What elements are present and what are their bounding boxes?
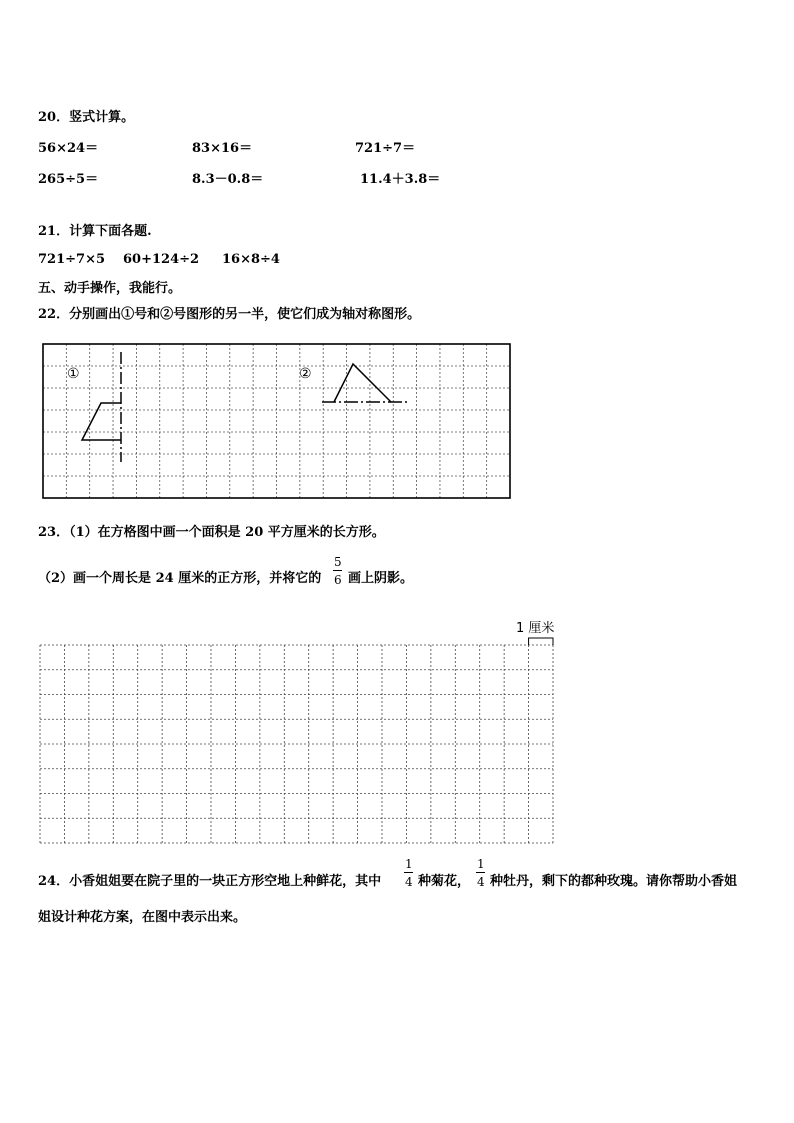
q22-title-c: 号图形的另一半，使它们成为轴对称图形。 <box>173 307 421 322</box>
section-heading: 五、动手操作，我能行。 <box>38 281 182 296</box>
q20-item-4: 265÷5＝ <box>38 172 99 187</box>
q24-line-2: 姐设计种花方案，在图中表示出来。 <box>38 910 247 925</box>
q24-fraction-1 <box>404 858 414 888</box>
q20-item-5: 8.3－0.8＝ <box>192 172 264 187</box>
q20-item-1: 56×24＝ <box>38 141 99 156</box>
q20-title: 20．竖式计算。 <box>38 110 135 125</box>
q22-title-a: 22．分别画出 <box>38 307 122 322</box>
q24-text-b: 种菊花， <box>418 874 471 889</box>
q23-line-2a: （2）画一个周长是 24 厘米的正方形，并将它的 <box>38 571 322 586</box>
q21-item-1: 721÷7×5 <box>38 252 106 267</box>
q22-half-trapezoid <box>82 403 121 440</box>
q24-frac1-num: 1 <box>405 857 413 871</box>
q22-mark-1: ① <box>121 307 135 322</box>
q22-figure-label-1: ① <box>67 366 80 382</box>
q21-title: 21．计算下面各题. <box>38 224 152 239</box>
q20-item-3: 721÷7＝ <box>355 141 416 156</box>
q24-text-a: 24．小香姐姐要在院子里的一块正方形空地上种鲜花，其中 <box>38 874 382 889</box>
q21-item-3: 16×8÷4 <box>222 252 280 267</box>
q22-title-b: 号和 <box>134 307 161 322</box>
q20-item-2: 83×16＝ <box>192 141 253 156</box>
q24-frac2-num: 1 <box>477 857 485 871</box>
q20-item-6: 11.4＋3.8＝ <box>360 172 441 187</box>
q22-half-triangle <box>334 364 391 402</box>
q24-fraction-2 <box>476 858 486 888</box>
q23-frac-num: 5 <box>334 555 342 569</box>
q23-scale-bracket <box>529 638 553 645</box>
q24-frac2-den: 4 <box>477 875 485 889</box>
q23-line-1: 23．（1）在方格图中画一个面积是 20 平方厘米的长方形。 <box>38 525 385 540</box>
q24-text-c: 种牡丹，剩下的都种玫瑰。请你帮助小香姐 <box>490 874 738 889</box>
q23-scale-label: 1 厘米 <box>516 621 555 636</box>
q23-frac-den: 6 <box>334 573 342 587</box>
q21-item-2: 60+124÷2 <box>123 252 200 267</box>
q23-line-2b: 画上阴影。 <box>348 571 414 586</box>
q23-fraction <box>333 556 343 586</box>
q24-frac1-den: 4 <box>405 875 413 889</box>
q22-figure-label-2: ② <box>299 366 312 382</box>
q22-mark-2: ② <box>160 307 174 322</box>
